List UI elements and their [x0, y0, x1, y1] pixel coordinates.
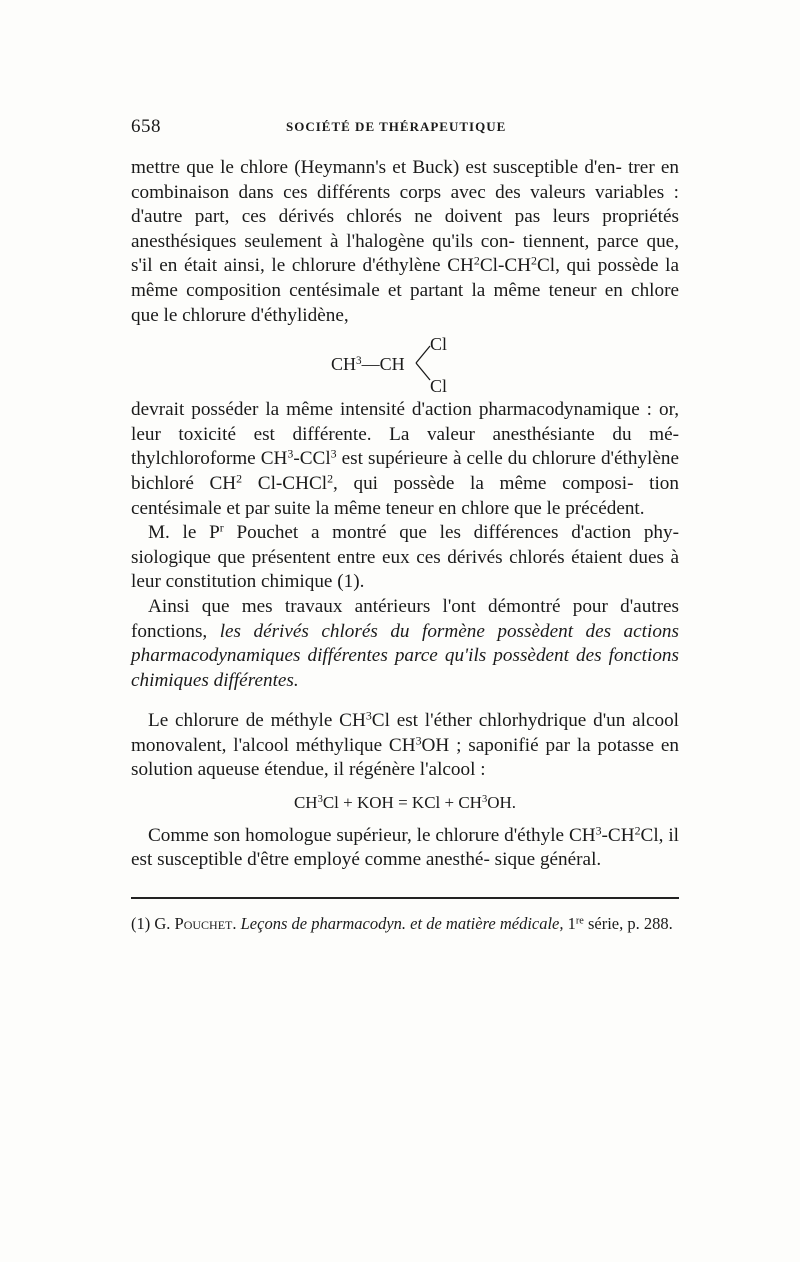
paragraph-1 — [131, 156, 679, 328]
page-header — [131, 116, 679, 142]
text-line: variables : d'autre part, ces dérivés chlorés ne doivent pas leurs — [131, 181, 680, 228]
running-title: SOCIÉTÉ DE THÉRAPEUTIQUE — [286, 119, 507, 134]
paragraph-2: devrait posséder la même intensité d'action pharmacodynamique : or, leur toxicité est différente. La valeur anesthésiante du mé- thylchloroforme $CH^3-CCl^3$ est supérieure à celle du chlorure d'éthylène bichloré $CH^2$ Cl-CHCl$^2$, qui possède la même composi- tion centésimale et par suite la même teneur en chlore que le précédent. — [131, 399, 679, 519]
paragraph-5: Le chlorure de méthyle $CH^3Cl$ est l'éther chlorhydrique d'un alcool monovalent, l'alcool méthylique $CH^3OH$ ; saponifié par la potasse en solution aqueuse étendue, il régénère l'alcool : — [131, 708, 680, 781]
paragraph-gap — [131, 693, 679, 709]
text-line: propriétés anesthésiques seulement à l'halogène qu'ils con- — [131, 206, 679, 252]
chemical-formula-ethylidene — [131, 332, 679, 397]
document-page — [131, 116, 679, 934]
paragraph-3: M. le $P^r$ Pouchet a montré que les différences d'action phy- siologique que présentent entre eux ces dérivés chlorés étaient dues à leur constitution chimique (1). — [131, 520, 679, 593]
page-body — [131, 156, 679, 873]
formula-cl-bottom: Cl — [430, 376, 448, 397]
text-line: $CH^2Cl-CH^2Cl$, qui possède la même composition centésimale et — [131, 253, 679, 301]
formula-main: $CH^3—CH$ — [331, 354, 405, 375]
text-line: mettre que le chlore (Heymann's et Buck) est susceptible d'en- — [131, 157, 622, 178]
text-line: partant la même teneur en chlore que le chlorure d'éthylidène, — [131, 279, 679, 326]
text-line: trer en combinaison dans ces différents corps avec des valeurs — [131, 157, 679, 203]
chemical-equation: $CH^3Cl$ + KOH = KCl + $CH^3OH$. — [293, 793, 517, 813]
footnote-rule — [131, 897, 679, 899]
footnote-title: Leçons de pharmacodyn. et de matière médicale, — [240, 913, 564, 933]
footnote: (1) G. Pouchet. Leçons de pharmacodyn. et de matière médicale, 1re série, p. 288. — [131, 913, 673, 933]
formula-cl-top: Cl — [430, 334, 448, 355]
page-number: 658 — [131, 116, 161, 137]
text-line: tiennent, parce que, s'il en était ainsi, le chlorure d'éthylène — [131, 230, 679, 277]
footnote-author: Pouchet — [174, 913, 233, 933]
paragraph-4: Ainsi que mes travaux antérieurs l'ont démontré pour d'autres fonctions, les dérivés chlorés du formène possèdent des actions pharmacodynamiques différentes parce qu'ils possèdent des fonctions chimiques différentes. — [131, 595, 679, 691]
paragraph-6: Comme son homologue supérieur, le chlorure d'éthyle $CH^3-CH^2Cl$, il est susceptible d'être employé comme anesthé- sique général. — [131, 823, 679, 871]
